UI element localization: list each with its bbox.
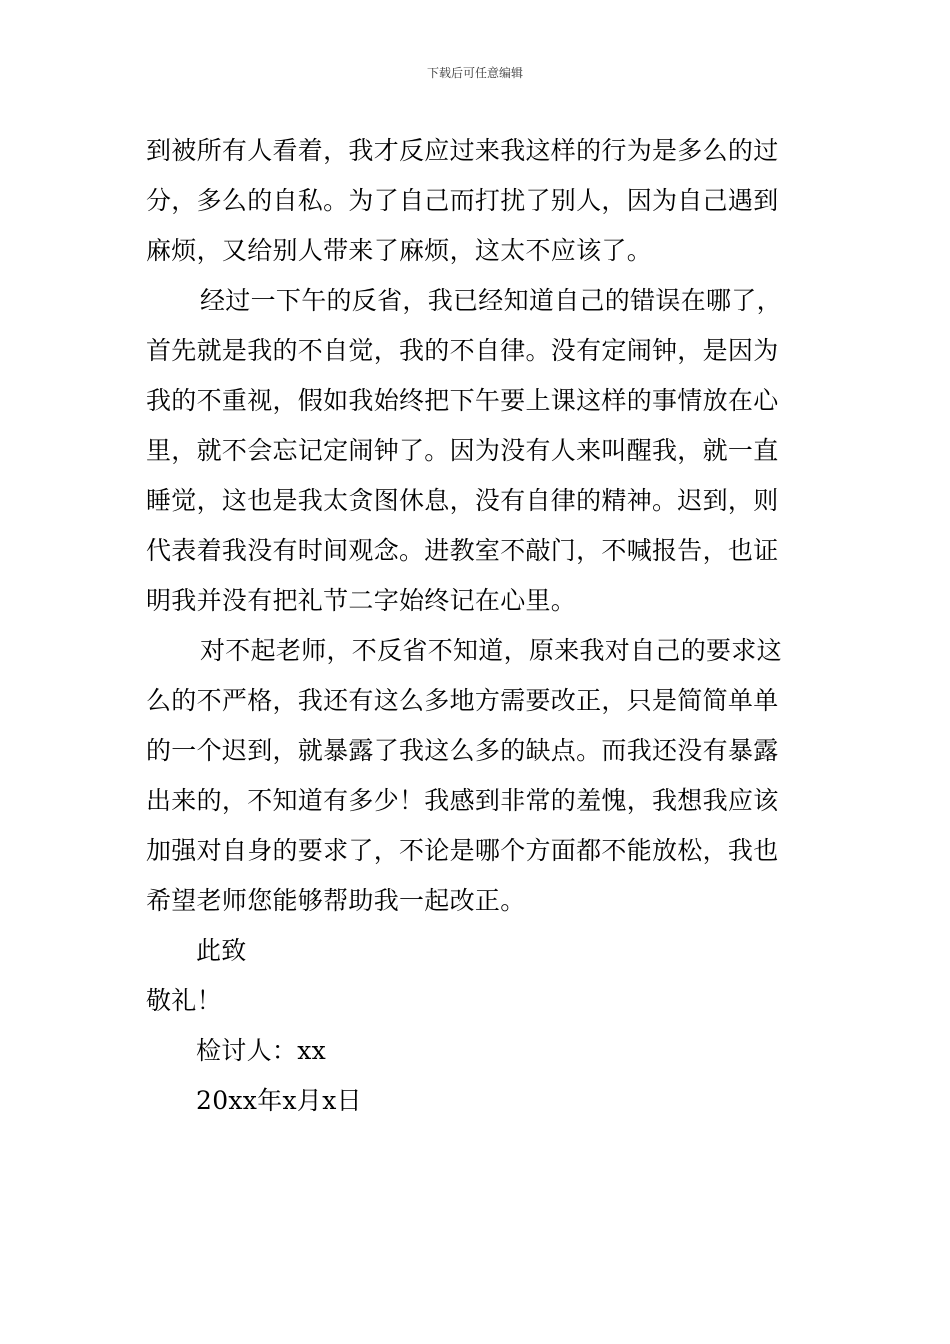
paragraph-line: 加强对自身的要求了，不论是哪个方面都不能放松，我也 <box>146 836 779 865</box>
paragraph-line: 明我并没有把礼节二字始终记在心里。 <box>146 586 577 615</box>
paragraph-line: 代表着我没有时间观念。进教室不敲门，不喊报告，也证 <box>146 536 779 565</box>
date-line: 20xx年x月x日 <box>196 1086 362 1115</box>
paragraph-line: 到被所有人看着，我才反应过来我这样的行为是多么的过 <box>146 136 779 165</box>
paragraph-line: 首先就是我的不自觉，我的不自律。没有定闹钟，是因为 <box>146 336 779 365</box>
paragraph-line: 出来的，不知道有多少！我感到非常的羞愧，我想我应该 <box>146 786 779 815</box>
salute-line: 敬礼！ <box>146 986 222 1015</box>
signature-line: 检讨人：xx <box>196 1036 326 1065</box>
header-note: 下载后可任意编辑 <box>426 66 523 80</box>
paragraph-line: 麻烦，又给别人带来了麻烦，这太不应该了。 <box>146 236 653 265</box>
paragraph-line: 希望老师您能够帮助我一起改正。 <box>146 886 526 915</box>
paragraph-line: 分，多么的自私。为了自己而打扰了别人，因为自己遇到 <box>146 186 779 215</box>
paragraph-line: 里，就不会忘记定闹钟了。因为没有人来叫醒我，就一直 <box>146 436 779 465</box>
paragraph-line: 的一个迟到，就暴露了我这么多的缺点。而我还没有暴露 <box>146 736 779 765</box>
paragraph-line: 对不起老师，不反省不知道，原来我对自己的要求这 <box>200 636 782 665</box>
paragraph-line: 经过一下午的反省，我已经知道自己的错误在哪了， <box>200 286 782 315</box>
closing-line: 此致 <box>196 936 247 965</box>
paragraph-line: 么的不严格，我还有这么多地方需要改正，只是简简单单 <box>146 686 779 715</box>
document-body <box>146 126 810 1126</box>
paragraph-line: 睡觉，这也是我太贪图休息，没有自律的精神。迟到，则 <box>146 486 779 515</box>
paragraph-line: 我的不重视，假如我始终把下午要上课这样的事情放在心 <box>146 386 779 415</box>
